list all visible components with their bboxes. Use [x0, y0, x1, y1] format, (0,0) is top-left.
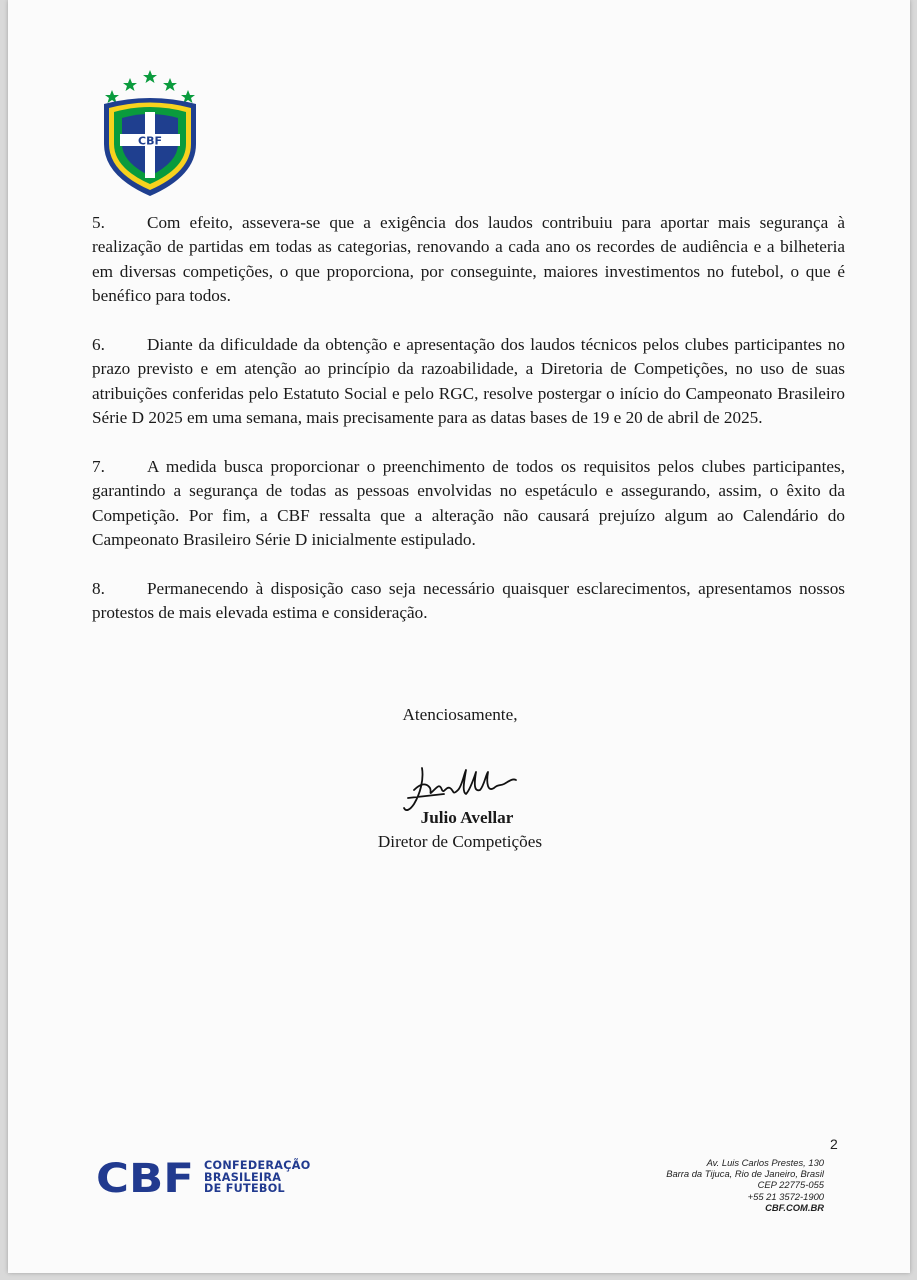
signer-name: Julio Avellar — [420, 808, 514, 827]
crest-text: CBF — [138, 134, 162, 148]
paragraph-text: Diante da dificuldade da obtenção e apresentação dos laudos técnicos pelos clubes participantes no prazo previsto e em atenção ao princípio da razoabilidade, a Diretoria de Competições, no uso de suas atribuições conferidas pelo Estatuto Social e pelo RGC, resolve postergar o início do Campeonato Brasileiro Série D 2025 em uma semana, mais precisamente para as datas bases de 19 e 20 de abril de 2025. — [92, 335, 845, 428]
paragraph-text: Permanecendo à disposição caso seja necessário quaisquer esclarecimentos, apresentamos nossos protestos de mais elevada estima e consideração. — [92, 579, 845, 623]
paragraph-number: 5. — [92, 213, 105, 232]
address-line: Barra da Tijuca, Rio de Janeiro, Brasil — [666, 1168, 824, 1180]
address-line: Av. Luis Carlos Prestes, 130 — [706, 1157, 824, 1168]
org-name-line: DE FUTEBOL — [204, 1182, 285, 1195]
paragraph-7 — [92, 455, 845, 553]
footer-logo-text: CBF — [96, 1156, 194, 1200]
address-line: CEP 22775-055 — [757, 1179, 824, 1191]
footer-org-name — [204, 1160, 311, 1195]
org-name-line: BRASILEIRA — [204, 1170, 282, 1184]
page-number: 2 — [830, 1136, 838, 1152]
paragraph-5 — [92, 211, 845, 309]
letter-body — [92, 211, 845, 650]
org-name-line: CONFEDERAÇÃO — [204, 1159, 311, 1172]
paragraph-6 — [92, 333, 845, 431]
paragraph-text: A medida busca proporcionar o preenchimento de todos os requisitos pelos clubes participantes, garantindo a segurança de todas as pessoas envolvidas no espetáculo e assegurando, assim, o êxito da Competição. Por fim, a CBF ressalta que a alteração não causará prejuízo algum ao Calendário do Campeonato Brasileiro Série D inicialmente estipulado. — [92, 457, 845, 550]
footer-cbf-logo — [96, 1156, 196, 1200]
paragraph-number: 8. — [92, 579, 105, 599]
document-page — [8, 0, 910, 1273]
paragraph-number: 6. — [92, 335, 105, 355]
cbf-crest-logo — [96, 64, 200, 200]
paragraph-text: Com efeito, assevera-se que a exigência dos laudos contribuiu para aportar mais segurança à realização de partidas em todas as categorias, renovando a cada ano os recordes de audiência e a bilheteria em diversas competições, o que proporciona, por conseguinte, maiores investimentos no futebol, o que é benéfico para todos. — [92, 213, 845, 306]
paragraph-number: 7. — [92, 457, 105, 477]
address-line: +55 21 3572-1900 — [747, 1190, 824, 1202]
paragraph-8 — [92, 577, 845, 626]
closing-regards: Atenciosamente, — [402, 705, 518, 724]
signer-title: Diretor de Competições — [377, 832, 543, 851]
footer-website: CBF.COM.BR — [765, 1201, 824, 1213]
footer-address — [666, 1157, 824, 1213]
